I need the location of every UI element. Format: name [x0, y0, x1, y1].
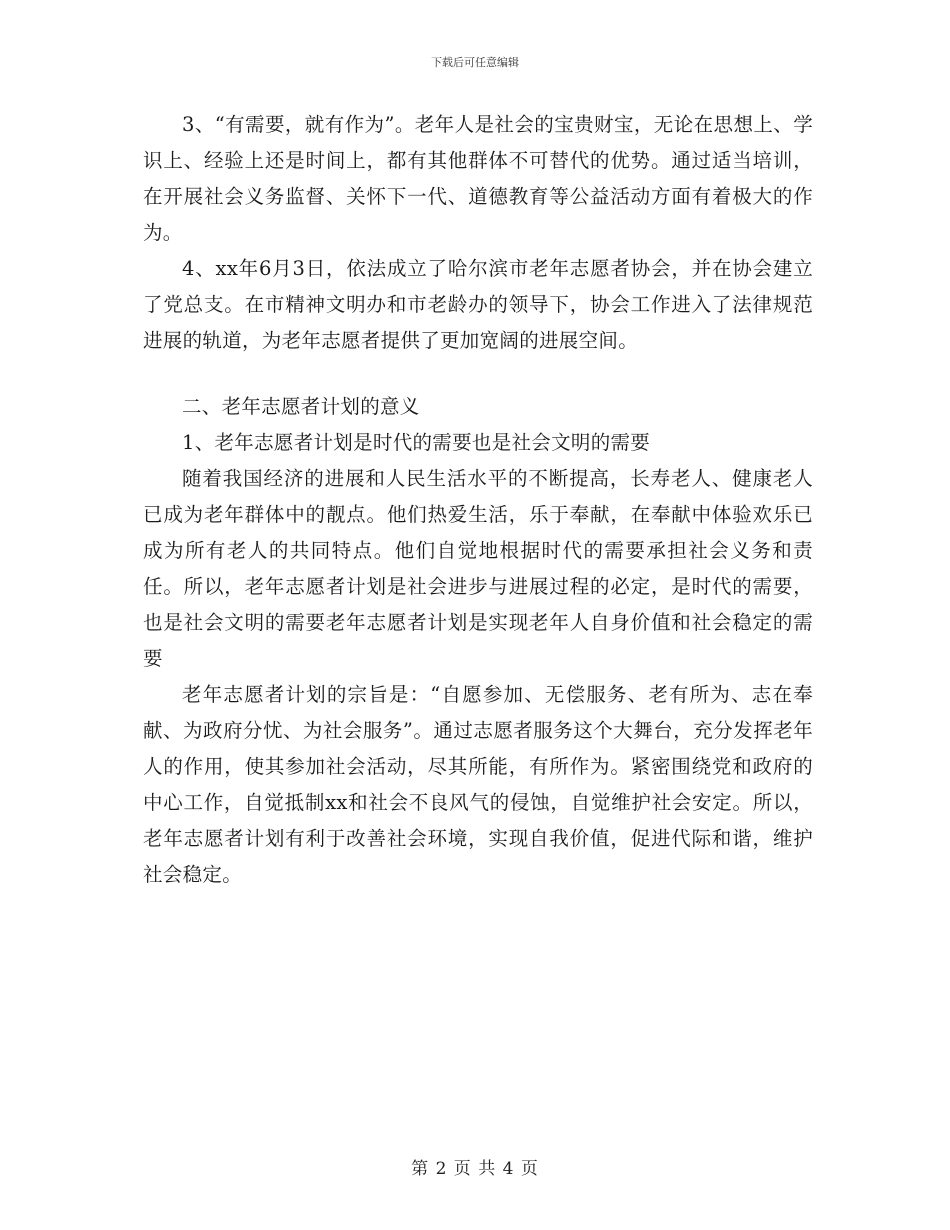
paragraph-point-3: 3、“有需要，就有作为”。老年人是社会的宝贵财宝，无论在思想上、学识上、经验上还是时间上，都有其他群体不可替代的优势。通过适当培训，在开展社会义务监督、关怀下一代、道德教育等公益活动方面有着极大的作为。 [143, 113, 813, 244]
paragraph-purpose: 老年志愿者计划的宗旨是：“自愿参加、无偿服务、老有所为、志在奉献、为政府分忧、为社会服务”。通过志愿者服务这个大舞台，充分发挥老年人的作用，使其参加社会活动，尽其所能，有所作为。紧密围绕党和政府的中心工作，自觉抵制xx和社会不良风气的侵蚀，自觉维护社会安定。所以，老年志愿者计划有利于改善社会环境，实现自我价值，促进代际和谐，维护社会稳定。 [143, 683, 813, 886]
paragraph-significance: 随着我国经济的进展和人民生活水平的不断提高，长寿老人、健康老人已成为老年群体中的靓点。他们热爱生活，乐于奉献，在奉献中体验欢乐已成为所有老人的共同特点。他们自觉地根据时代的需要承担社会义务和责任。所以，老年志愿者计划是社会进步与进展过程的必定，是时代的需要，也是社会文明的需要老年志愿者计划是实现老年人自身价值和社会稳定的需要 [143, 467, 813, 670]
paragraph-point-4: 4、xx年6月3日，依法成立了哈尔滨市老年志愿者协会，并在协会建立了党总支。在市精神文明办和市老龄办的领导下，协会工作进入了法律规范进展的轨道，为老年志愿者提供了更加宽阔的进展空间。 [143, 257, 813, 352]
document-body [143, 107, 813, 893]
page-header: 下载后可任意编辑 [431, 56, 519, 69]
section-heading: 二、老年志愿者计划的意义 [182, 395, 420, 418]
page-footer: 第 2 页 共 4 页 [411, 1159, 539, 1179]
section-spacer [143, 359, 813, 389]
subsection-heading: 1、老年志愿者计划是时代的需要也是社会文明的需要 [182, 431, 651, 454]
